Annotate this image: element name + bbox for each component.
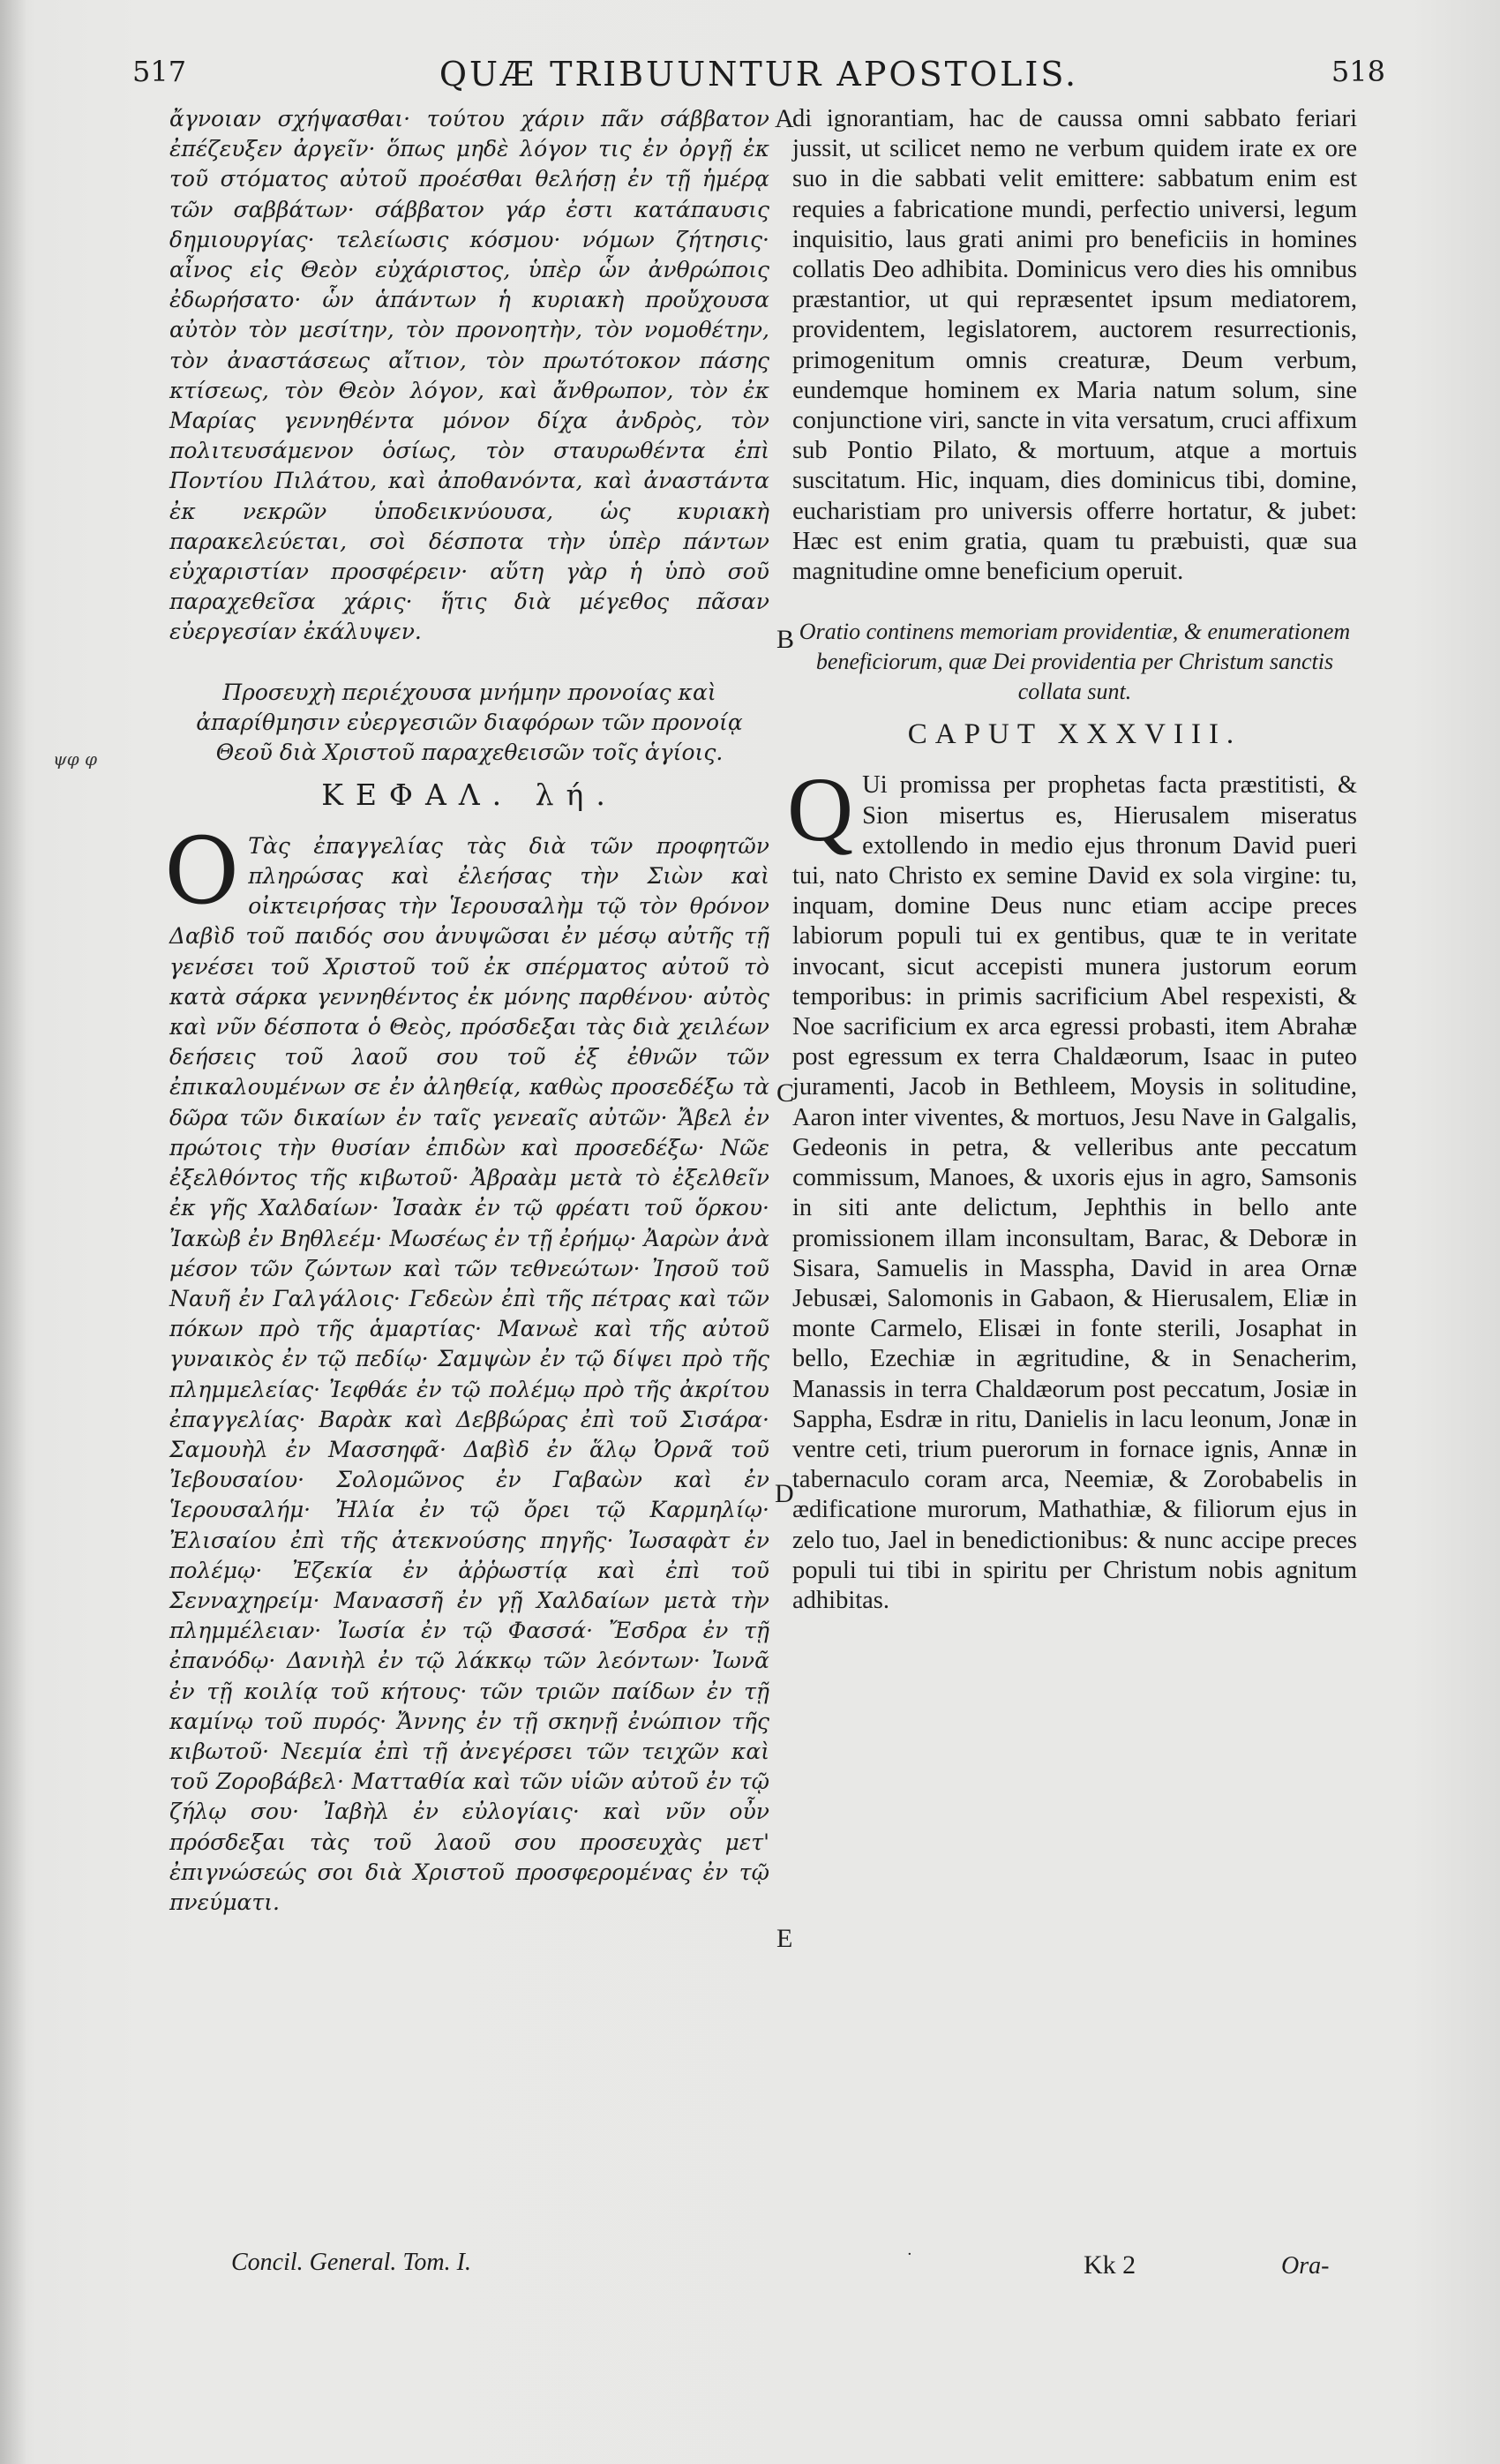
latin-body — [787, 759, 1357, 1616]
page-number-left: 517 — [132, 55, 187, 88]
footer-volume: Concil. General. Tom. I. — [231, 2249, 471, 2276]
latin-drop-cap: Q — [787, 759, 854, 861]
margin-letter-c: C — [776, 1078, 795, 1108]
spacer — [169, 648, 769, 678]
margin-letter-e: E — [776, 1924, 793, 1953]
greek-drop-cap: O — [164, 816, 240, 925]
spacer — [792, 587, 1357, 617]
greek-column — [164, 104, 769, 1918]
margin-letter-a: A — [775, 104, 794, 133]
left-margin-note: ψφ φ — [53, 748, 98, 770]
running-title: QUÆ TRIBUUNTUR APOSTOLIS. — [439, 55, 1079, 94]
latin-body-text: Ui promissa per prophetas facta præstitisti, & Sion misertus es, Hierusalem miseratus extollendo in medio ejus thronum David pueri tui, nato Christo ex semine David ex sola virgine: tu, inquam, domine Deus nunc etiam accipe preces labiorum populi tui ex gentibus, quæ te in veritate invocant, sicut accepisti munera justorum eorum temporibus: in primis sacrificium Abel respexisti, & Noe sacrificium ex arca egressi probasti, item Abrahæ post egressum ex terra Chaldæorum, Isaac in puteo juramenti, Jacob in Bethleem, Moysis in solitudine, Aaron inter viventes, & mortuos, Jesu Nave in Galgalis, Gedeonis in petra, & velleribus ante peccatum commissum, Manoes, & uxoris ejus in agro, Samsonis in siti ante delictum, Jephthis in bello ante promissionem illam inconsultam, Barac, & Deboræ in Sisara, Samuelis in Masspha, David in area Ornæ Jebusæi, Salomonis in Gabaon, & Hierusalem, Eliæ in monte Carmelo, Elisæi in fonte sterili, Josaphat in bello, Ezechiæ in ægritudine, & in Senacherim, Manassis in terra Chaldæorum post peccatum, Josiæ in Sappha, Esdræ in ritu, Danielis in lacu leonum, Jonæ in ventre ceti, trium puerorum in fornace ignis, Annæ in tabernaculo coram arca, Neemiæ, & Zorobabelis in ædificatione murorum, Mathathiæ, & filiorum ejus in zelo tuo, Jael in benedictionibus: & nunc accipe preces populi tui tibi in spiritu per Christum nobis agnitum adhibitas. — [792, 771, 1357, 1614]
margin-letter-d: D — [775, 1479, 794, 1508]
latin-paragraph-1: di ignorantiam, hac de caussa omni sabbato feriari jussit, ut scilicet nemo ne verbum quidem irate ex ore suo in die sabbati velit emittere: sabbatum enim est requies a fabricatione mundi, perfectio universi, legum inquisitio, laus grati animi pro beneficiis in homines collatis Deo adhibita. Dominicus vero dies his omnibus præstantior, ut qui repræsentet ipsum mediatorem, providentem, legislatorem, auctorem resurrectionis, primogenitum omnis creaturæ, Deum verbum, eundemque hominem ex Maria natum solum, sine conjunctione viri, sancte in vita versatum, cruci affixum sub Pontio Pilato, & mortuum, atque a mortuis suscitatum. Hic, inquam, dies dominicus tibi, domine, eucharistiam pro universis offerre hortatur, & jubet: Hæc est enim gratia, quam tu præbuisti, quæ sua magnitudine omne beneficium operuit. — [792, 105, 1357, 586]
greek-paragraph-1: ἄγνοιαν σχήψασθαι· τούτου χάριν πᾶν σάββατον ἐπέζευξεν ἀργεῖν· ὅπως μηδὲ λόγον τις ἐν ὀργῇ ἐκ τοῦ στόματος αὐτοῦ προέσθαι θελήσῃ ἐν τῇ ἡμέρᾳ τῶν σαββάτων· σάββατον γάρ ἐστι κατάπαυσις δημιουργίας· τελείωσις κόσμου· νόμων ζήτησις· αἶνος εἰς Θεὸν εὐχάριστος, ὑπὲρ ὧν ἀνθρώποις ἐδωρήσατο· ὧν ἁπάντων ἡ κυριακὴ προὔχουσα αὐτὸν τὸν μεσίτην, τὸν προνοητὴν, τὸν νομοθέτην, τὸν ἀναστάσεως αἴτιον, τὸν πρωτότοκον πάσης κτίσεως, τὸν Θεὸν λόγον, καὶ ἄνθρωπον, τὸν ἐκ Μαρίας γεννηθέντα μόνον δίχα ἀνδρὸς, τὸν πολιτευσάμενον ὁσίως, τὸν σταυρωθέντα ἐπὶ Ποντίου Πιλάτου, καὶ ἀποθανόντα, καὶ ἀναστάντα ἐκ νεκρῶν ὑποδεικνύουσα, ὡς κυριακὴ παρακελεύεται, σοὶ δέσποτα τὴν ὑπὲρ πάντων εὐχαριστίαν προσφέρειν· αὕτη γὰρ ἡ ὑπὸ σοῦ παραχεθεῖσα χάρις· ἥτις διὰ μέγεθος πᾶσαν εὐεργεσίαν ἐκάλυψεν. — [169, 106, 769, 645]
latin-chapter-heading: CAPUT XXXVIII. — [907, 718, 1242, 751]
greek-subtitle: Προσευχὴ περιέχουσα μνήμην προνοίας καὶ ἀπαρίθμησιν εὐεργεσιῶν διαφόρων τῶν προνοίᾳ Θεοῦ διὰ Χριστοῦ παραχεθεισῶν τοῖς ἁγίοις. — [196, 679, 743, 765]
greek-body — [164, 816, 769, 1918]
margin-letter-b: B — [776, 625, 795, 654]
gutter-shadow — [0, 0, 26, 2464]
footer-signature: Kk 2 — [1084, 2250, 1136, 2280]
latin-column — [787, 104, 1357, 1616]
latin-subtitle: Oratio continens memoriam providentiæ, & enumerationem beneficiorum, quæ Dei providentia per Christum sanctis collata sunt. — [799, 619, 1351, 705]
greek-body-text: Τὰς ἐπαγγελίας τὰς διὰ τῶν προφητῶν πληρώσας καὶ ἐλεήσας τὴν Σιὼν καὶ οἰκτειρήσας τὴν Ἱερουσαλὴμ τῷ τὸν θρόνον Δαβὶδ τοῦ παιδός σου ἀνυψῶσαι ἐν μέσῳ αὐτῆς τῇ γενέσει τοῦ Χριστοῦ τοῦ ἐκ σπέρματος αὐτοῦ τὸ κατὰ σάρκα γεννηθέντος ἐκ μόνης παρθένου· αὐτὸς καὶ νῦν δέσποτα ὁ Θεὸς, πρόσδεξαι τὰς διὰ χειλέων δεήσεις τοῦ λαοῦ σου τοῦ ἐξ ἐθνῶν τῶν ἐπικαλουμένων σε ἐν ἀληθείᾳ, καθὼς προσεδέξω τὰ δῶρα τῶν δικαίων ἐν ταῖς γενεαῖς αὐτῶν· Ἄβελ ἐν πρώτοις τὴν θυσίαν ἐπιδὼν καὶ προσεδέξω· Νῶε ἐξελθόντος τῆς κιβωτοῦ· Ἀβραὰμ μετὰ τὸ ἐξελθεῖν ἐκ γῆς Χαλδαίων· Ἰσαὰκ ἐν τῷ φρέατι τοῦ ὅρκου· Ἰακὼβ ἐν Βηθλεέμ· Μωσέως ἐν τῇ ἐρήμῳ· Ἀαρὼν ἀνὰ μέσον τῶν ζώντων καὶ τῶν τεθνεώτων· Ἰησοῦ τοῦ Ναυῆ ἐν Γαλγάλοις· Γεδεὼν ἐπὶ τῆς πέτρας καὶ τῶν πόκων πρὸ τῆς ἁμαρτίας· Μανωὲ καὶ τῆς αὐτοῦ γυναικὸς ἐν τῷ πεδίῳ· Σαμψὼν ἐν τῷ δίψει πρὸ τῆς πλημμελείας· Ἰεφθάε ἐν τῷ πολέμῳ πρὸ τῆς ἀκρίτου ἐπαγγελίας· Βαρὰκ καὶ Δεββώρας ἐπὶ τοῦ Σισάρα· Σαμουὴλ ἐν Μασσηφᾶ· Δαβὶδ ἐν ἅλῳ Ὀρνᾶ τοῦ Ἰεβουσαίου· Σολομῶνος ἐν Γαβαὼν καὶ ἐν Ἱερουσαλήμ· Ἠλία ἐν τῷ ὄρει τῷ Καρμηλίῳ· Ἐλισαίου ἐπὶ τῆς ἀτεκνούσης πηγῆς· Ἰωσαφὰτ ἐν πολέμῳ· Ἐζεκία ἐν ἀῤῥωστίᾳ καὶ ἐπὶ τοῦ Σενναχηρείμ· Μανασσῆ ἐν γῇ Χαλδαίων μετὰ τὴν πλημμέλειαν· Ἰωσία ἐν τῷ Φασσά· Ἔσδρα ἐν τῇ ἐπανόδῳ· Δανιὴλ ἐν τῷ λάκκῳ τῶν λεόντων· Ἰωνᾶ ἐν τῇ κοιλίᾳ τοῦ κήτους· τῶν τριῶν παίδων ἐν τῇ καμίνῳ τοῦ πυρός· Ἄννης ἐν τῇ σκηνῇ ἐνώπιον τῆς κιβωτοῦ· Νεεμία ἐπὶ τῇ ἀνεγέρσει τῶν τειχῶν καὶ τοῦ Ζοροβάβελ· Ματταθία καὶ τῶν υἱῶν αὐτοῦ ἐν τῷ ζήλῳ σου· Ἰαβὴλ ἐν εὐλογίαις· καὶ νῦν οὖν πρόσδεξαι τὰς τοῦ λαοῦ σου προσευχὰς μετ' ἐπιγνώσεώς σοι διὰ Χριστοῦ προσφερομένας ἐν τῷ πνεύματι. — [169, 832, 769, 1915]
greek-chapter-heading: ΚΕΦΑΛ. λή. — [321, 777, 618, 812]
page-number-right: 518 — [1331, 55, 1385, 88]
page-header — [132, 55, 1385, 104]
footer-catchword: Ora- — [1281, 2252, 1330, 2280]
footer-dot: · — [907, 2245, 912, 2264]
